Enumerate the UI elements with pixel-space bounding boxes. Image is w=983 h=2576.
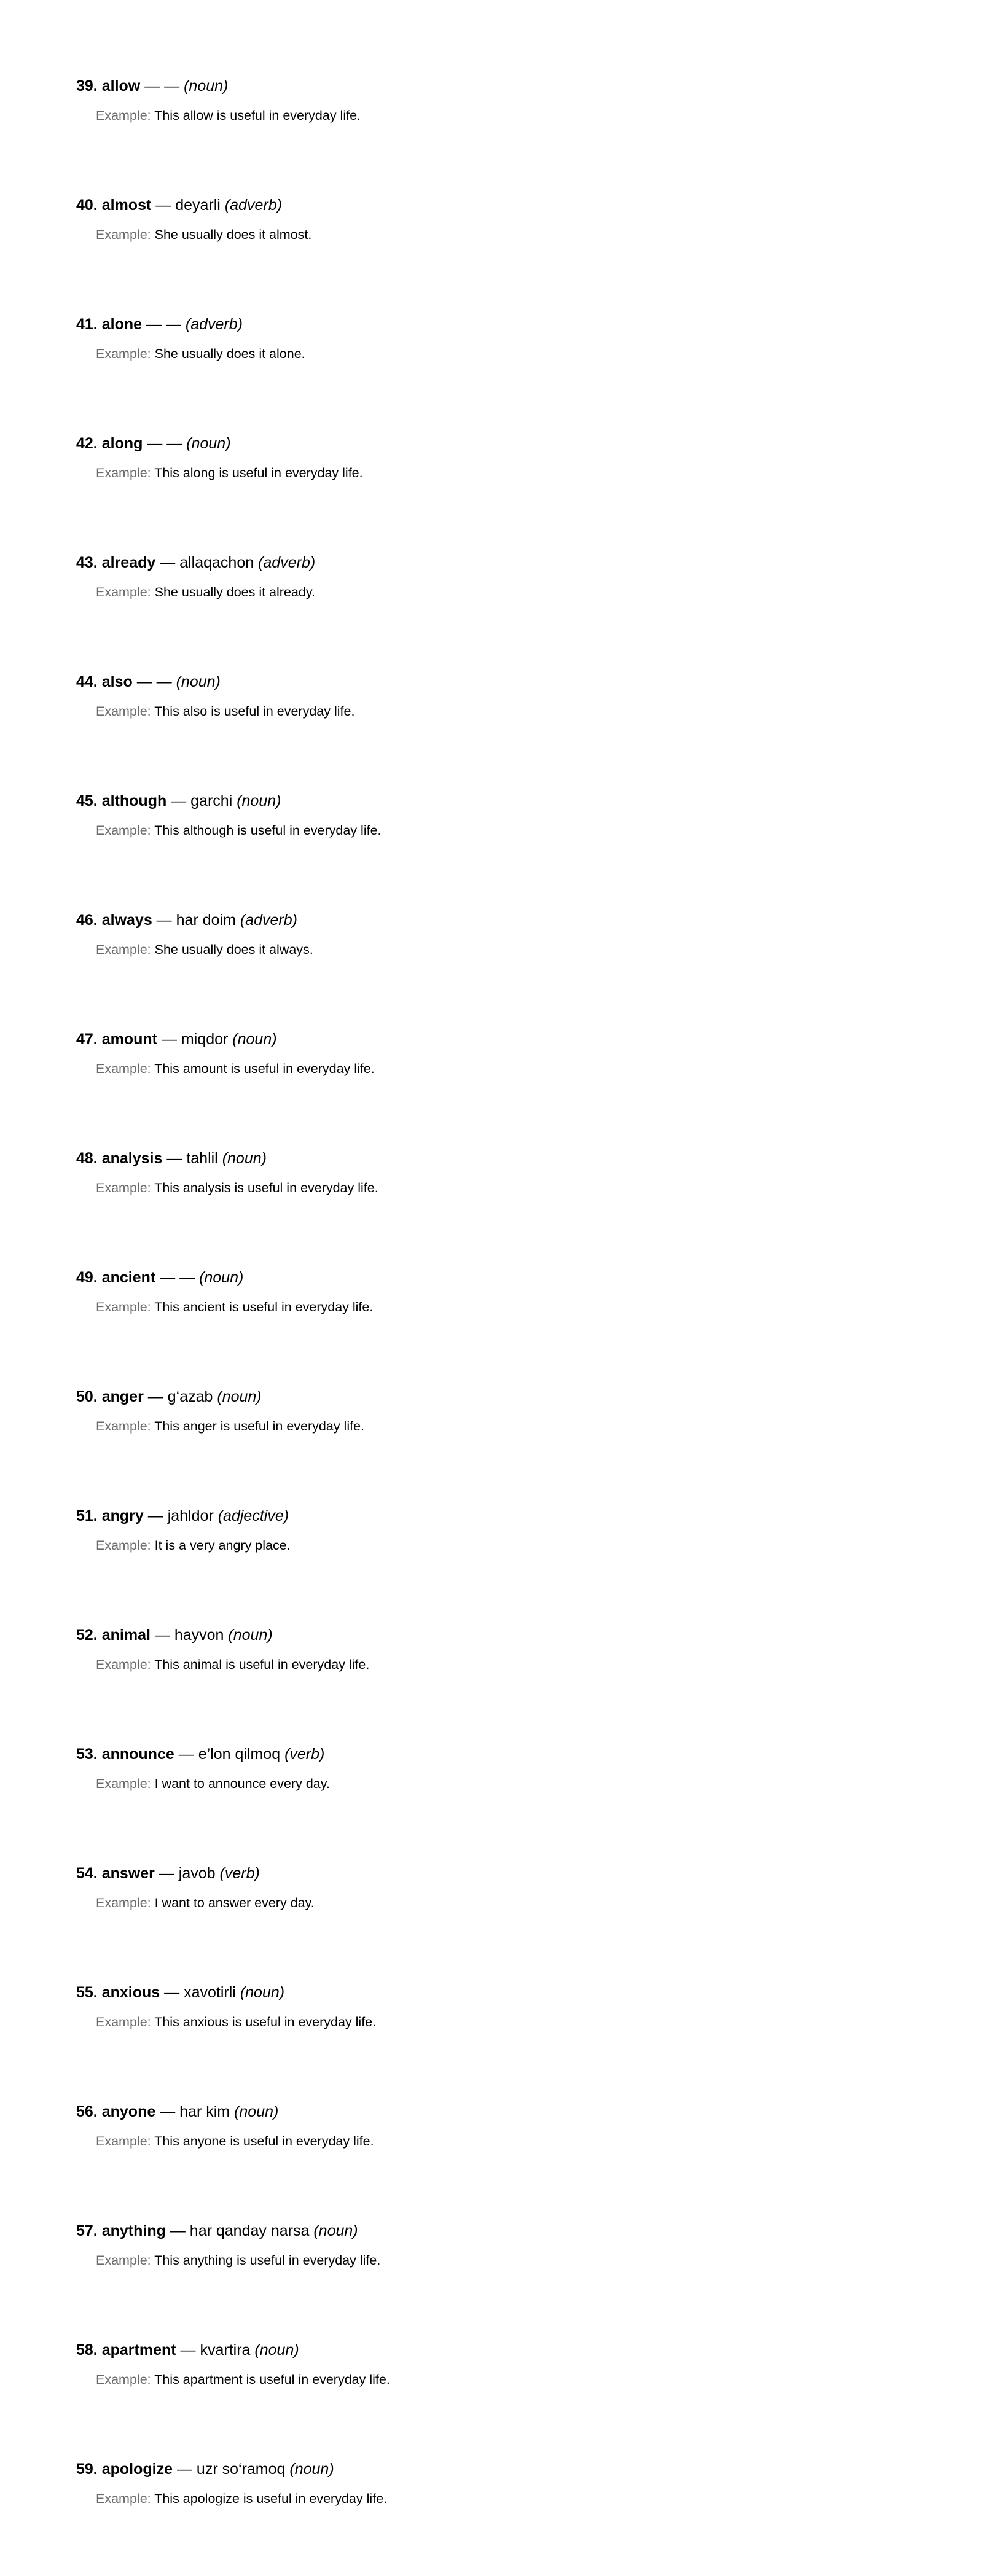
vocab-entry xyxy=(76,1504,906,1623)
example-label: Example: xyxy=(96,466,151,480)
entry-example xyxy=(96,225,311,244)
entry-number: 58. xyxy=(76,2341,98,2359)
entry-number: 51. xyxy=(76,1507,98,1524)
entry-word: always xyxy=(101,911,152,929)
entry-part-of-speech: (noun) xyxy=(313,2222,358,2239)
entry-headword: 46. always — har doim (adverb) xyxy=(76,911,297,929)
entry-translation: — xyxy=(164,77,180,95)
example-label: Example: xyxy=(96,346,151,361)
entry-number: 47. xyxy=(76,1031,98,1048)
example-sentence: This anything is useful in everyday life. xyxy=(154,2253,381,2268)
entry-translation: jahldor xyxy=(167,1507,214,1524)
entry-number: 52. xyxy=(76,1626,98,1644)
example-label: Example: xyxy=(96,1895,151,1910)
entry-translation: deyarli xyxy=(175,197,221,214)
entry-translation: hayvon xyxy=(174,1626,224,1644)
entry-example xyxy=(96,106,361,125)
entry-word: apartment xyxy=(101,2341,176,2359)
entry-word: allow xyxy=(101,77,141,95)
entry-word: almost xyxy=(101,197,152,214)
vocab-entry xyxy=(76,2099,906,2219)
entry-number: 41. xyxy=(76,316,98,333)
entry-part-of-speech: (noun) xyxy=(289,2461,334,2478)
example-sentence: This apartment is useful in everyday life. xyxy=(154,2372,390,2387)
example-label: Example: xyxy=(96,1776,151,1791)
example-label: Example: xyxy=(96,585,151,599)
entry-example xyxy=(96,701,354,721)
entry-word: already xyxy=(101,554,156,571)
entry-translation: har kim xyxy=(179,2103,230,2120)
vocabulary-list xyxy=(76,74,906,2576)
example-sentence: This also is useful in everyday life. xyxy=(154,704,355,719)
entry-part-of-speech: (verb) xyxy=(219,1865,260,1882)
example-label: Example: xyxy=(96,2372,151,2387)
entry-word: apologize xyxy=(101,2461,173,2478)
entry-headword: 58. apartment — kvartira (noun) xyxy=(76,2341,299,2359)
example-sentence: This animal is useful in everyday life. xyxy=(154,1657,370,1672)
entry-translation: kvartira xyxy=(200,2341,251,2359)
vocab-entry xyxy=(76,789,906,908)
vocab-entry xyxy=(76,2457,906,2576)
entry-example xyxy=(96,821,382,840)
vocab-entry xyxy=(76,1265,906,1384)
example-sentence: This ancient is useful in everyday life. xyxy=(154,1300,374,1314)
vocab-entry xyxy=(76,908,906,1027)
entry-number: 54. xyxy=(76,1865,98,1882)
entry-part-of-speech: (noun) xyxy=(176,673,221,690)
entry-example xyxy=(96,1536,291,1555)
entry-word: announce xyxy=(101,1746,174,1763)
entry-translation: har doim xyxy=(176,911,236,929)
example-sentence: This analysis is useful in everyday life. xyxy=(154,1181,378,1195)
vocab-entry xyxy=(76,1384,906,1504)
entry-example xyxy=(96,1893,315,1913)
entry-number: 45. xyxy=(76,792,98,810)
entry-headword: 42. along — — (noun) xyxy=(76,435,231,452)
entry-word: analysis xyxy=(101,1150,163,1167)
entry-headword: 50. anger — g‘azab (noun) xyxy=(76,1388,262,1405)
example-sentence: This although is useful in everyday life. xyxy=(154,823,382,838)
entry-part-of-speech: (adverb) xyxy=(185,316,243,333)
example-sentence: I want to announce every day. xyxy=(154,1776,330,1791)
example-label: Example: xyxy=(96,942,151,957)
example-sentence: She usually does it alone. xyxy=(154,346,305,361)
entry-headword: 52. animal — hayvon (noun) xyxy=(76,1626,273,1644)
vocab-entry xyxy=(76,193,906,312)
example-label: Example: xyxy=(96,1061,151,1076)
entry-part-of-speech: (noun) xyxy=(199,1269,244,1286)
entry-part-of-speech: (noun) xyxy=(237,792,281,810)
entry-part-of-speech: (noun) xyxy=(234,2103,279,2120)
entry-headword: 40. almost — deyarli (adverb) xyxy=(76,197,282,214)
entry-number: 39. xyxy=(76,77,98,95)
entry-part-of-speech: (noun) xyxy=(222,1150,267,1167)
entry-part-of-speech: (adverb) xyxy=(224,197,282,214)
example-sentence: I want to answer every day. xyxy=(154,1895,315,1910)
entry-number: 56. xyxy=(76,2103,98,2120)
entry-part-of-speech: (noun) xyxy=(184,77,229,95)
entry-part-of-speech: (adverb) xyxy=(258,554,316,571)
entry-headword: 48. analysis — tahlil (noun) xyxy=(76,1150,267,1167)
entry-headword: 44. also — — (noun) xyxy=(76,673,221,690)
vocab-entry xyxy=(76,550,906,669)
vocab-entry xyxy=(76,1623,906,1742)
entry-word: along xyxy=(101,435,143,452)
entry-translation: garchi xyxy=(190,792,233,810)
example-sentence: She usually does it already. xyxy=(154,585,315,599)
entry-example xyxy=(96,1655,369,1674)
entry-headword: 56. anyone — har kim (noun) xyxy=(76,2103,279,2120)
entry-part-of-speech: (verb) xyxy=(284,1746,325,1763)
entry-example xyxy=(96,1178,378,1198)
example-sentence: This anyone is useful in everyday life. xyxy=(154,2134,374,2149)
entry-word: also xyxy=(101,673,133,690)
entry-example xyxy=(96,2131,374,2151)
vocab-entry xyxy=(76,1146,906,1265)
example-sentence: She usually does it almost. xyxy=(154,227,312,242)
entry-translation: — xyxy=(156,673,172,690)
entry-part-of-speech: (noun) xyxy=(240,1984,285,2001)
entry-part-of-speech: (noun) xyxy=(254,2341,299,2359)
entry-example xyxy=(96,940,313,959)
vocab-entry xyxy=(76,431,906,550)
vocab-entry xyxy=(76,2338,906,2457)
entry-translation: xavotirli xyxy=(184,1984,236,2001)
entry-number: 50. xyxy=(76,1388,98,1405)
entry-word: anxious xyxy=(101,1984,160,2001)
entry-number: 40. xyxy=(76,197,98,214)
vocab-entry xyxy=(76,312,906,431)
entry-example xyxy=(96,2012,376,2032)
entry-translation: g‘azab xyxy=(167,1388,213,1405)
vocab-entry xyxy=(76,1742,906,1861)
example-sentence: This along is useful in everyday life. xyxy=(154,466,363,480)
example-label: Example: xyxy=(96,2491,151,2506)
entry-headword: 39. allow — — (noun) xyxy=(76,77,229,95)
entry-number: 57. xyxy=(76,2222,98,2239)
entry-number: 55. xyxy=(76,1984,98,2001)
entry-headword: 47. amount — miqdor (noun) xyxy=(76,1031,277,1048)
example-sentence: It is a very angry place. xyxy=(154,1538,291,1553)
example-label: Example: xyxy=(96,1181,151,1195)
entry-translation: e’lon qilmoq xyxy=(198,1746,281,1763)
entry-number: 53. xyxy=(76,1746,98,1763)
entry-number: 49. xyxy=(76,1269,98,1286)
entry-part-of-speech: (noun) xyxy=(232,1031,277,1048)
entry-word: anything xyxy=(101,2222,166,2239)
entry-number: 46. xyxy=(76,911,98,929)
example-sentence: This apologize is useful in everyday life. xyxy=(154,2491,388,2506)
entry-part-of-speech: (noun) xyxy=(228,1626,273,1644)
example-sentence: This anger is useful in everyday life. xyxy=(154,1419,364,1434)
entry-part-of-speech: (adjective) xyxy=(217,1507,289,1524)
entry-example xyxy=(96,1774,330,1793)
example-sentence: She usually does it always. xyxy=(154,942,313,957)
entry-number: 43. xyxy=(76,554,98,571)
entry-translation: allaqachon xyxy=(179,554,254,571)
entry-example xyxy=(96,2250,380,2270)
vocab-entry xyxy=(76,74,906,193)
example-label: Example: xyxy=(96,108,151,123)
entry-translation: tahlil xyxy=(186,1150,218,1167)
vocab-entry xyxy=(76,669,906,789)
entry-word: amount xyxy=(101,1031,157,1048)
entry-word: answer xyxy=(101,1865,155,1882)
entry-number: 44. xyxy=(76,673,98,690)
entry-example xyxy=(96,2489,387,2508)
example-sentence: This allow is useful in everyday life. xyxy=(154,108,361,123)
entry-headword: 43. already — allaqachon (adverb) xyxy=(76,554,316,571)
entry-headword: 59. apologize — uzr so‘ramoq (noun) xyxy=(76,2461,334,2478)
entry-number: 48. xyxy=(76,1150,98,1167)
example-sentence: This amount is useful in everyday life. xyxy=(154,1061,375,1076)
entry-example xyxy=(96,582,315,602)
entry-word: animal xyxy=(101,1626,151,1644)
example-label: Example: xyxy=(96,1657,151,1672)
example-sentence: This anxious is useful in everyday life. xyxy=(154,2015,377,2029)
example-label: Example: xyxy=(96,704,151,719)
entry-word: anger xyxy=(101,1388,144,1405)
entry-word: ancient xyxy=(101,1269,156,1286)
entry-translation: uzr so‘ramoq xyxy=(196,2461,286,2478)
entry-word: although xyxy=(101,792,167,810)
example-label: Example: xyxy=(96,2134,151,2149)
entry-number: 42. xyxy=(76,435,98,452)
example-label: Example: xyxy=(96,823,151,838)
entry-example xyxy=(96,2370,390,2389)
example-label: Example: xyxy=(96,1300,151,1314)
entry-part-of-speech: (noun) xyxy=(186,435,231,452)
vocab-entry xyxy=(76,1980,906,2099)
vocab-entry xyxy=(76,1861,906,1980)
entry-word: alone xyxy=(101,316,143,333)
entry-headword: 57. anything — har qanday narsa (noun) xyxy=(76,2222,358,2239)
example-label: Example: xyxy=(96,1538,151,1553)
entry-example xyxy=(96,344,305,364)
entry-headword: 49. ancient — — (noun) xyxy=(76,1269,244,1286)
entry-number: 59. xyxy=(76,2461,98,2478)
entry-translation: — xyxy=(165,316,181,333)
entry-headword: 54. answer — javob (verb) xyxy=(76,1865,260,1882)
entry-word: anyone xyxy=(101,2103,156,2120)
example-label: Example: xyxy=(96,2015,151,2029)
entry-word: angry xyxy=(101,1507,144,1524)
entry-translation: javob xyxy=(178,1865,216,1882)
example-label: Example: xyxy=(96,2253,151,2268)
entry-part-of-speech: (noun) xyxy=(217,1388,262,1405)
entry-headword: 45. although — garchi (noun) xyxy=(76,792,281,810)
entry-part-of-speech: (adverb) xyxy=(240,911,297,929)
entry-translation: — xyxy=(166,435,182,452)
entry-headword: 53. announce — e’lon qilmoq (verb) xyxy=(76,1746,325,1763)
entry-example xyxy=(96,1416,364,1436)
example-label: Example: xyxy=(96,227,151,242)
entry-headword: 55. anxious — xavotirli (noun) xyxy=(76,1984,285,2001)
vocab-entry xyxy=(76,1027,906,1146)
entry-translation: miqdor xyxy=(181,1031,229,1048)
entry-example xyxy=(96,1059,375,1079)
entry-headword: 41. alone — — (adverb) xyxy=(76,316,243,333)
entry-example xyxy=(96,463,363,483)
entry-translation: har qanday narsa xyxy=(189,2222,310,2239)
example-label: Example: xyxy=(96,1419,151,1434)
entry-translation: — xyxy=(179,1269,195,1286)
vocab-entry xyxy=(76,2219,906,2338)
entry-headword: 51. angry — jahldor (adjective) xyxy=(76,1507,289,1524)
entry-example xyxy=(96,1297,373,1317)
